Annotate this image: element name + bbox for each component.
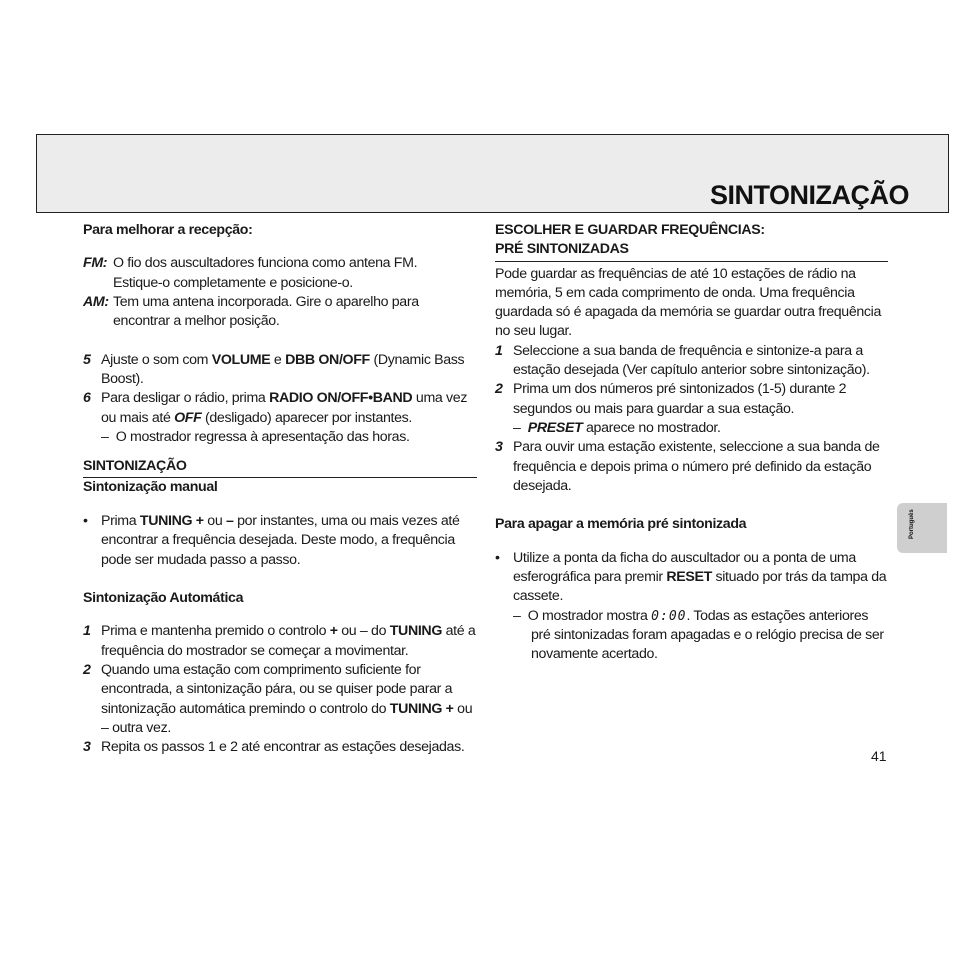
preset-heading-2: PRÉ SINTONIZADAS: [495, 240, 888, 261]
erase-heading: Para apagar a memória pré sintonizada: [495, 516, 747, 533]
manual-bullet: • Prima TUNING + ou – por instantes, uma ou mais vezes até encontrar a frequência desejada. Deste modo, a frequência pode ser mudada passo a passo.: [83, 512, 460, 568]
am-note: AM: Tem uma antena incorporada. Gire o aparelho para encontrar a melhor posição.: [83, 294, 419, 330]
step-6-note: – O mostrador regressa à apresentação das horas.: [101, 428, 410, 445]
preset-heading-1: ESCOLHER E GUARDAR FREQUÊNCIAS:: [495, 222, 765, 238]
language-tab-label: Português: [909, 509, 915, 539]
step-6: 6 Para desligar o rádio, prima RADIO ON/OFF•BAND uma vez ou mais até OFF (desligado) aparecer por instantes.: [83, 390, 468, 426]
auto-step-1: 1 Prima e mantenha premido o controlo + ou – do TUNING até a frequência do mostrador se começar a movimentar.: [83, 623, 476, 659]
auto-step-3: 3 Repita os passos 1 e 2 até encontrar as estações desejadas.: [83, 739, 465, 756]
preset-intro: Pode guardar as frequências de até 10 estações de rádio na memória, 5 em cada comprimento de onda. Uma frequência guardada só é apagada da memória se guardar outra frequência no seu lugar.: [495, 265, 881, 340]
preset-step-3: 3 Para ouvir uma estação existente, seleccione a sua banda de frequência e depois prima o número pré definido da estação desejada.: [495, 439, 880, 494]
right-column: [495, 221, 888, 664]
page-title: SINTONIZAÇÃO: [709, 180, 909, 210]
auto-step-2: 2 Quando uma estação com comprimento suficiente for encontrada, a sintonização pára, ou se quiser pode parar a sintonização automática premindo o controlo do TUNING + ou – outra vez.: [83, 661, 473, 736]
lcd-readout: 0:00: [651, 608, 687, 624]
erase-note: – O mostrador mostra 0:00. Todas as estações anteriores pré sintonizadas foram apagadas e o relógio precisa de ser novamente acertado.: [513, 607, 884, 663]
language-tab: [897, 503, 947, 553]
section-heading-sintonizacao: SINTONIZAÇÃO: [83, 457, 477, 478]
preset-step-2-note: – PRESET aparece no mostrador.: [513, 419, 721, 436]
erase-bullet: • Utilize a ponta da ficha do auscultador ou a ponta de uma esferográfica para premir RESET situado por trás da tampa da cassete.: [495, 549, 887, 605]
left-column: [83, 221, 477, 757]
preset-step-2: 2 Prima um dos números pré sintonizados (1-5) durante 2 segundos ou mais para guardar a sua estação.: [495, 381, 847, 417]
page-number: 41: [871, 748, 887, 764]
step-5: 5 Ajuste o som com VOLUME e DBB ON/OFF (Dynamic Bass Boost).: [83, 351, 465, 387]
preset-step-1: 1 Seleccione a sua banda de frequência e sintonize-a para a estação desejada (Ver capítulo anterior sobre sintonização).: [495, 342, 870, 379]
auto-heading: Sintonização Automática: [83, 589, 244, 606]
reception-heading: Para melhorar a recepção:: [83, 222, 253, 238]
fm-note: FM: O fio dos auscultadores funciona como antena FM. Estique-o completamente e posicione-o.: [83, 255, 418, 291]
manual-heading: Sintonização manual: [83, 479, 218, 496]
